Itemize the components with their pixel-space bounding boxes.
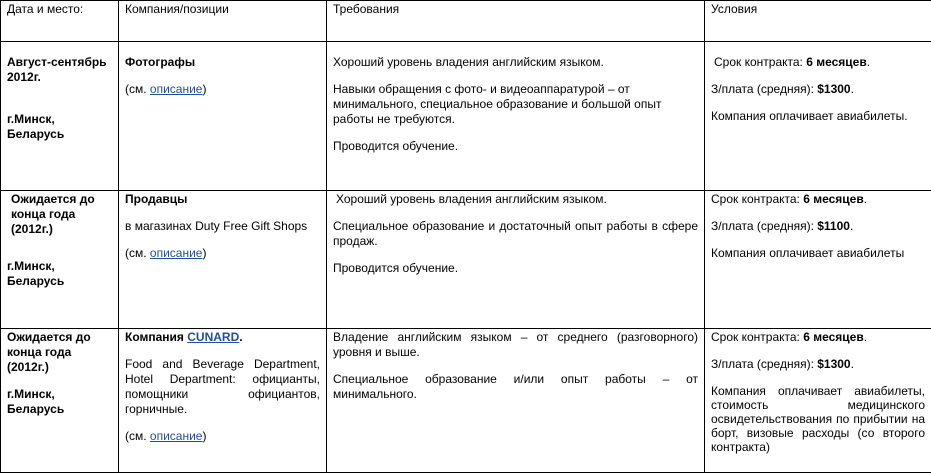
cunard-link[interactable]: CUNARD xyxy=(187,330,239,344)
salary-end: . xyxy=(850,219,853,233)
date-place-cell xyxy=(1,329,119,473)
company-name xyxy=(125,330,320,345)
salary xyxy=(711,219,925,234)
contract-term xyxy=(711,192,925,207)
date-text: Ожидается до конца года (2012г.) xyxy=(7,330,112,375)
contract-end: . xyxy=(864,192,867,206)
company-cell xyxy=(119,42,327,191)
contract-value: 6 месяцев xyxy=(803,192,864,206)
date-text: Август-сентябрь 2012г. xyxy=(7,55,112,85)
requirement-text: Навыки обращения с фото- и видеоаппаратурой – от минимального, специальное образование и большой опыт работы не требуются. xyxy=(333,82,698,127)
salary xyxy=(711,357,925,372)
date-text: Ожидается до конца года (2012г.) xyxy=(7,192,112,237)
salary-end: . xyxy=(851,82,854,96)
description-link[interactable]: описание xyxy=(150,429,203,443)
contract-term xyxy=(711,55,925,70)
requirement-text: Проводится обучение. xyxy=(333,139,698,154)
contract-value: 6 месяцев xyxy=(806,55,867,69)
salary-value: $1300 xyxy=(817,357,850,371)
description-link[interactable]: описание xyxy=(150,246,203,260)
see-description xyxy=(125,246,320,261)
table-row xyxy=(1,42,931,191)
position-subtitle: Food and Beverage Department, Hotel Department: официанты, помощники официантов, горничные. xyxy=(125,357,320,417)
company-prefix: Компания xyxy=(125,330,187,344)
requirement-text: Специальное образование и/или опыт работы – от минимального. xyxy=(333,372,698,402)
see-description xyxy=(125,82,320,97)
salary-value: $1100 xyxy=(817,219,850,233)
table-row xyxy=(1,329,931,473)
contract-label: Срок контракта: xyxy=(714,55,806,69)
date-place-cell xyxy=(1,42,119,191)
salary-label: З/плата (средняя): xyxy=(711,357,817,371)
company-cell xyxy=(119,329,327,473)
requirement-text: Хороший уровень владения английским языком. xyxy=(333,192,698,207)
see-prefix: (см. xyxy=(125,82,150,96)
conditions-cell xyxy=(705,191,931,329)
see-suffix: ) xyxy=(202,429,206,443)
contract-term xyxy=(711,330,925,345)
salary-label: З/плата (средняя): xyxy=(711,219,817,233)
place-text: г.Минск, Беларусь xyxy=(7,112,112,142)
company-end: . xyxy=(239,330,242,344)
place-text: г.Минск, Беларусь xyxy=(7,387,112,417)
see-description xyxy=(125,429,320,444)
description-link[interactable]: описание xyxy=(150,82,203,96)
header-requirements: Требования xyxy=(327,1,705,42)
header-date-place: Дата и место: xyxy=(1,1,119,42)
salary-label: З/плата (средняя): xyxy=(711,82,817,96)
table-row xyxy=(1,191,931,329)
header-conditions: Условия xyxy=(705,1,931,42)
requirements-cell xyxy=(327,42,705,191)
conditions-cell xyxy=(705,329,931,473)
requirements-cell xyxy=(327,329,705,473)
contract-label: Срок контракта: xyxy=(711,330,803,344)
header-company-positions: Компания/позиции xyxy=(119,1,327,42)
place-text: г.Минск, Беларусь xyxy=(7,259,112,289)
see-prefix: (см. xyxy=(125,246,150,260)
tickets-note: Компания оплачивает авиабилеты. xyxy=(711,109,925,124)
see-suffix: ) xyxy=(202,246,206,260)
salary-value: $1300 xyxy=(817,82,850,96)
company-cell xyxy=(119,191,327,329)
contract-label: Срок контракта: xyxy=(711,192,803,206)
requirement-text: Специальное образование и достаточный опыт работы в сфере продаж. xyxy=(333,219,698,249)
requirement-text: Хороший уровень владения английским языком. xyxy=(333,55,698,70)
header-row xyxy=(1,1,931,42)
requirements-cell xyxy=(327,191,705,329)
see-prefix: (см. xyxy=(125,429,150,443)
position-title: Фотографы xyxy=(125,55,320,70)
date-place-cell xyxy=(1,191,119,329)
contract-end: . xyxy=(867,55,870,69)
conditions-cell xyxy=(705,42,931,191)
requirement-text: Владение английским языком – от среднего (разговорного) уровня и выше. xyxy=(333,330,698,360)
see-suffix: ) xyxy=(202,82,206,96)
position-subtitle: в магазинах Duty Free Gift Shops xyxy=(125,219,320,234)
salary xyxy=(711,82,925,97)
contract-end: . xyxy=(864,330,867,344)
requirement-text: Проводится обучение. xyxy=(333,261,698,276)
tickets-note: Компания оплачивает авиабилеты xyxy=(711,246,925,261)
contract-value: 6 месяцев xyxy=(803,330,864,344)
position-title: Продавцы xyxy=(125,192,320,207)
tickets-note: Компания оплачивает авиабилеты, стоимость медицинского освидетельствования по прибытии на борт, визовые расходы (со второго контракта) xyxy=(711,384,925,454)
salary-end: . xyxy=(851,357,854,371)
